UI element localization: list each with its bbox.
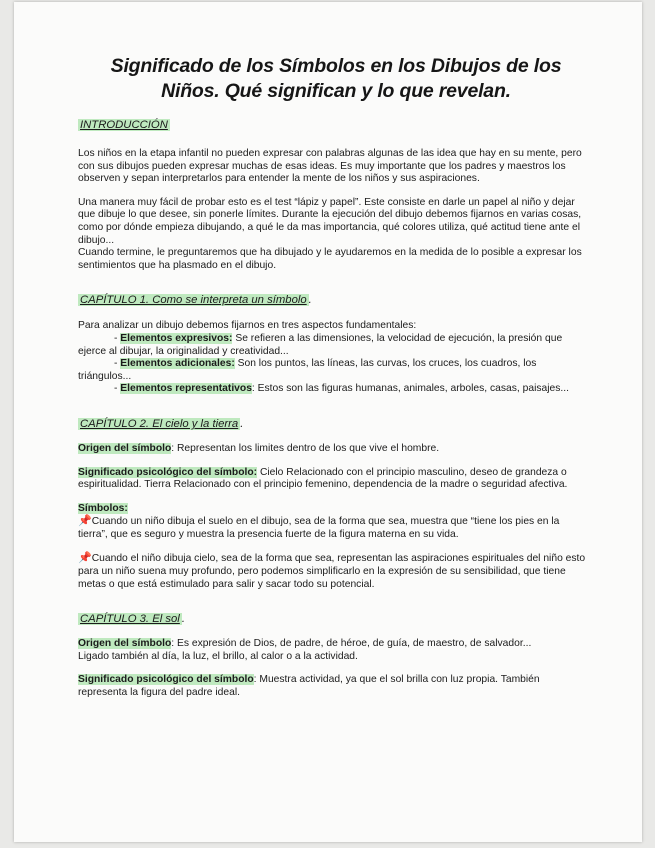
cap2-heading: [78, 414, 588, 432]
simbolos-label-text: Símbolos:: [78, 502, 128, 514]
cap3-origen-label: Origen del símbolo: [78, 638, 172, 650]
cap1-item-1-label: Elementos expresivos:: [120, 332, 233, 344]
dash-3: -: [114, 383, 121, 395]
cap3-psico: [78, 674, 588, 699]
cap1-heading: [78, 290, 588, 308]
cap2-heading-end: .: [240, 417, 244, 430]
intro-paragraph-2: Una manera muy fácil de probar esto es el test “lápiz y papel”. Este consiste en darle un papel al niño y dejar que dibuje lo que desee, sin ponerle límites. Durante la ejecución del dibujo debemos fijarnos en varias cosas, como por dónde empieza dibujando, a qué le da mas importancia, qué colores utiliza, qué actitud tiene ante el dibujo...: [78, 196, 582, 246]
cap2-simbolo-2: [78, 552, 588, 591]
cap2-simbolo-1: [78, 515, 588, 541]
cap1-item-3-text: : Estos son las figuras humanas, animales, arboles, casas, paisajes...: [251, 383, 569, 395]
cap2-simbolo-1-text: Cuando un niño dibuja el suelo en el dibujo, sea de la forma que sea, muestra que “tiene los pies en la tierra”, que es seguro y muestra la presencia fuerte de la figura materna en su vida.: [78, 516, 560, 540]
cap2-simbolos-label: [78, 503, 588, 516]
intro-paragraph-3: Cuando termine, le preguntaremos que ha dibujado y le ayudaremos en la medida de lo posible a expresar los sentimientos que ha plasmado en el dibujo.: [78, 247, 582, 271]
cap1-item-2-text: Son los puntos, las líneas, las curvas, los cruces, los cuadros, los triángulos...: [78, 358, 537, 382]
cap3-heading-end: .: [181, 613, 185, 626]
cap1-heading-text: CAPÍTULO 1. Como se interpreta un símbolo: [80, 294, 307, 307]
pushpin-icon: 📌: [78, 515, 92, 528]
pushpin-icon: 📌: [78, 552, 92, 565]
dash-1: -: [114, 332, 121, 344]
cap1-heading-end: .: [308, 294, 312, 307]
cap3-origen: [78, 638, 588, 651]
cap2-psico-text: Cielo Relacionado con el principio masculino, deseo de grandeza o espiritualidad. Tierra Relacionado con el principio femenino, dependencia de la madre o seguridad afectiva.: [78, 466, 568, 491]
cap1-item-2-label: Elementos adicionales:: [120, 358, 235, 370]
title-line-1: Significado de los Símbolos en los Dibujos de los: [110, 55, 562, 77]
cap3-psico-label: Significado psicológico del símbolo: [78, 674, 254, 686]
cap3-heading: [78, 609, 588, 627]
cap3-origen-text: : Es expresión de Dios, de padre, de héroe, de guía, de maestro, de salvador...: [171, 638, 532, 650]
cap2-simbolo-2-text: Cuando el niño dibuja cielo, sea de la forma que sea, representan las aspiraciones espirituales del niño esto para un niño suena muy profundo, pero podemos simplificarlo en la expresión de su sensibilidad, que tiene metas o que está estimulado para salir y sacar todo su potencial.: [78, 553, 586, 590]
cap2-psico: [78, 467, 588, 492]
cap2-heading-text: CAPÍTULO 2. El cielo y la tierra: [80, 417, 239, 430]
dash-2: -: [114, 358, 121, 370]
cap1-item-3-label: Elementos representativos: [120, 383, 252, 395]
cap3-origen-2: Ligado también al día, la luz, el brillo, al calor o a la actividad.: [78, 650, 358, 662]
document-title: [84, 54, 588, 104]
cap3-psico-text: : Muestra actividad, ya que el sol brilla con luz propia. También representa la figura del padre ideal.: [78, 674, 540, 699]
cap2-origen: [78, 443, 588, 456]
cap1-lead: Para analizar un dibujo debemos fijarnos en tres aspectos fundamentales:: [78, 320, 417, 332]
intro-heading: INTRODUCCIÓN: [80, 119, 168, 131]
cap2-origen-label: Origen del símbolo: [78, 442, 172, 454]
cap2-origen-text: : Representan los limites dentro de los que vive el hombre.: [171, 442, 440, 454]
cap3-heading-text: CAPÍTULO 3. El sol: [80, 613, 180, 626]
intro-paragraph-1: Los niños en la etapa infantil no pueden expresar con palabras algunas de las idea que hay en su mente, pero con sus dibujos pueden expresar muchas de esas ideas. Es muy importante que los padres y maestros los observen y sepan interpretarlos para entender la mente de los niños y sus aspiraciones.: [78, 148, 582, 185]
document-page: [14, 2, 642, 842]
document-content: [78, 54, 588, 700]
cap1-item-1-text: Se refieren a las dimensiones, la velocidad de ejecución, la presión que ejerce al dibujar, la originalidad y creatividad...: [78, 332, 563, 357]
title-line-2: Niños. Qué significan y lo que revelan.: [161, 80, 511, 102]
cap1-item-3: [78, 383, 588, 396]
cap1-item-2: [78, 358, 588, 383]
cap1-item-1: [78, 333, 588, 358]
cap2-psico-label: Significado psicológico del símbolo:: [78, 466, 258, 478]
